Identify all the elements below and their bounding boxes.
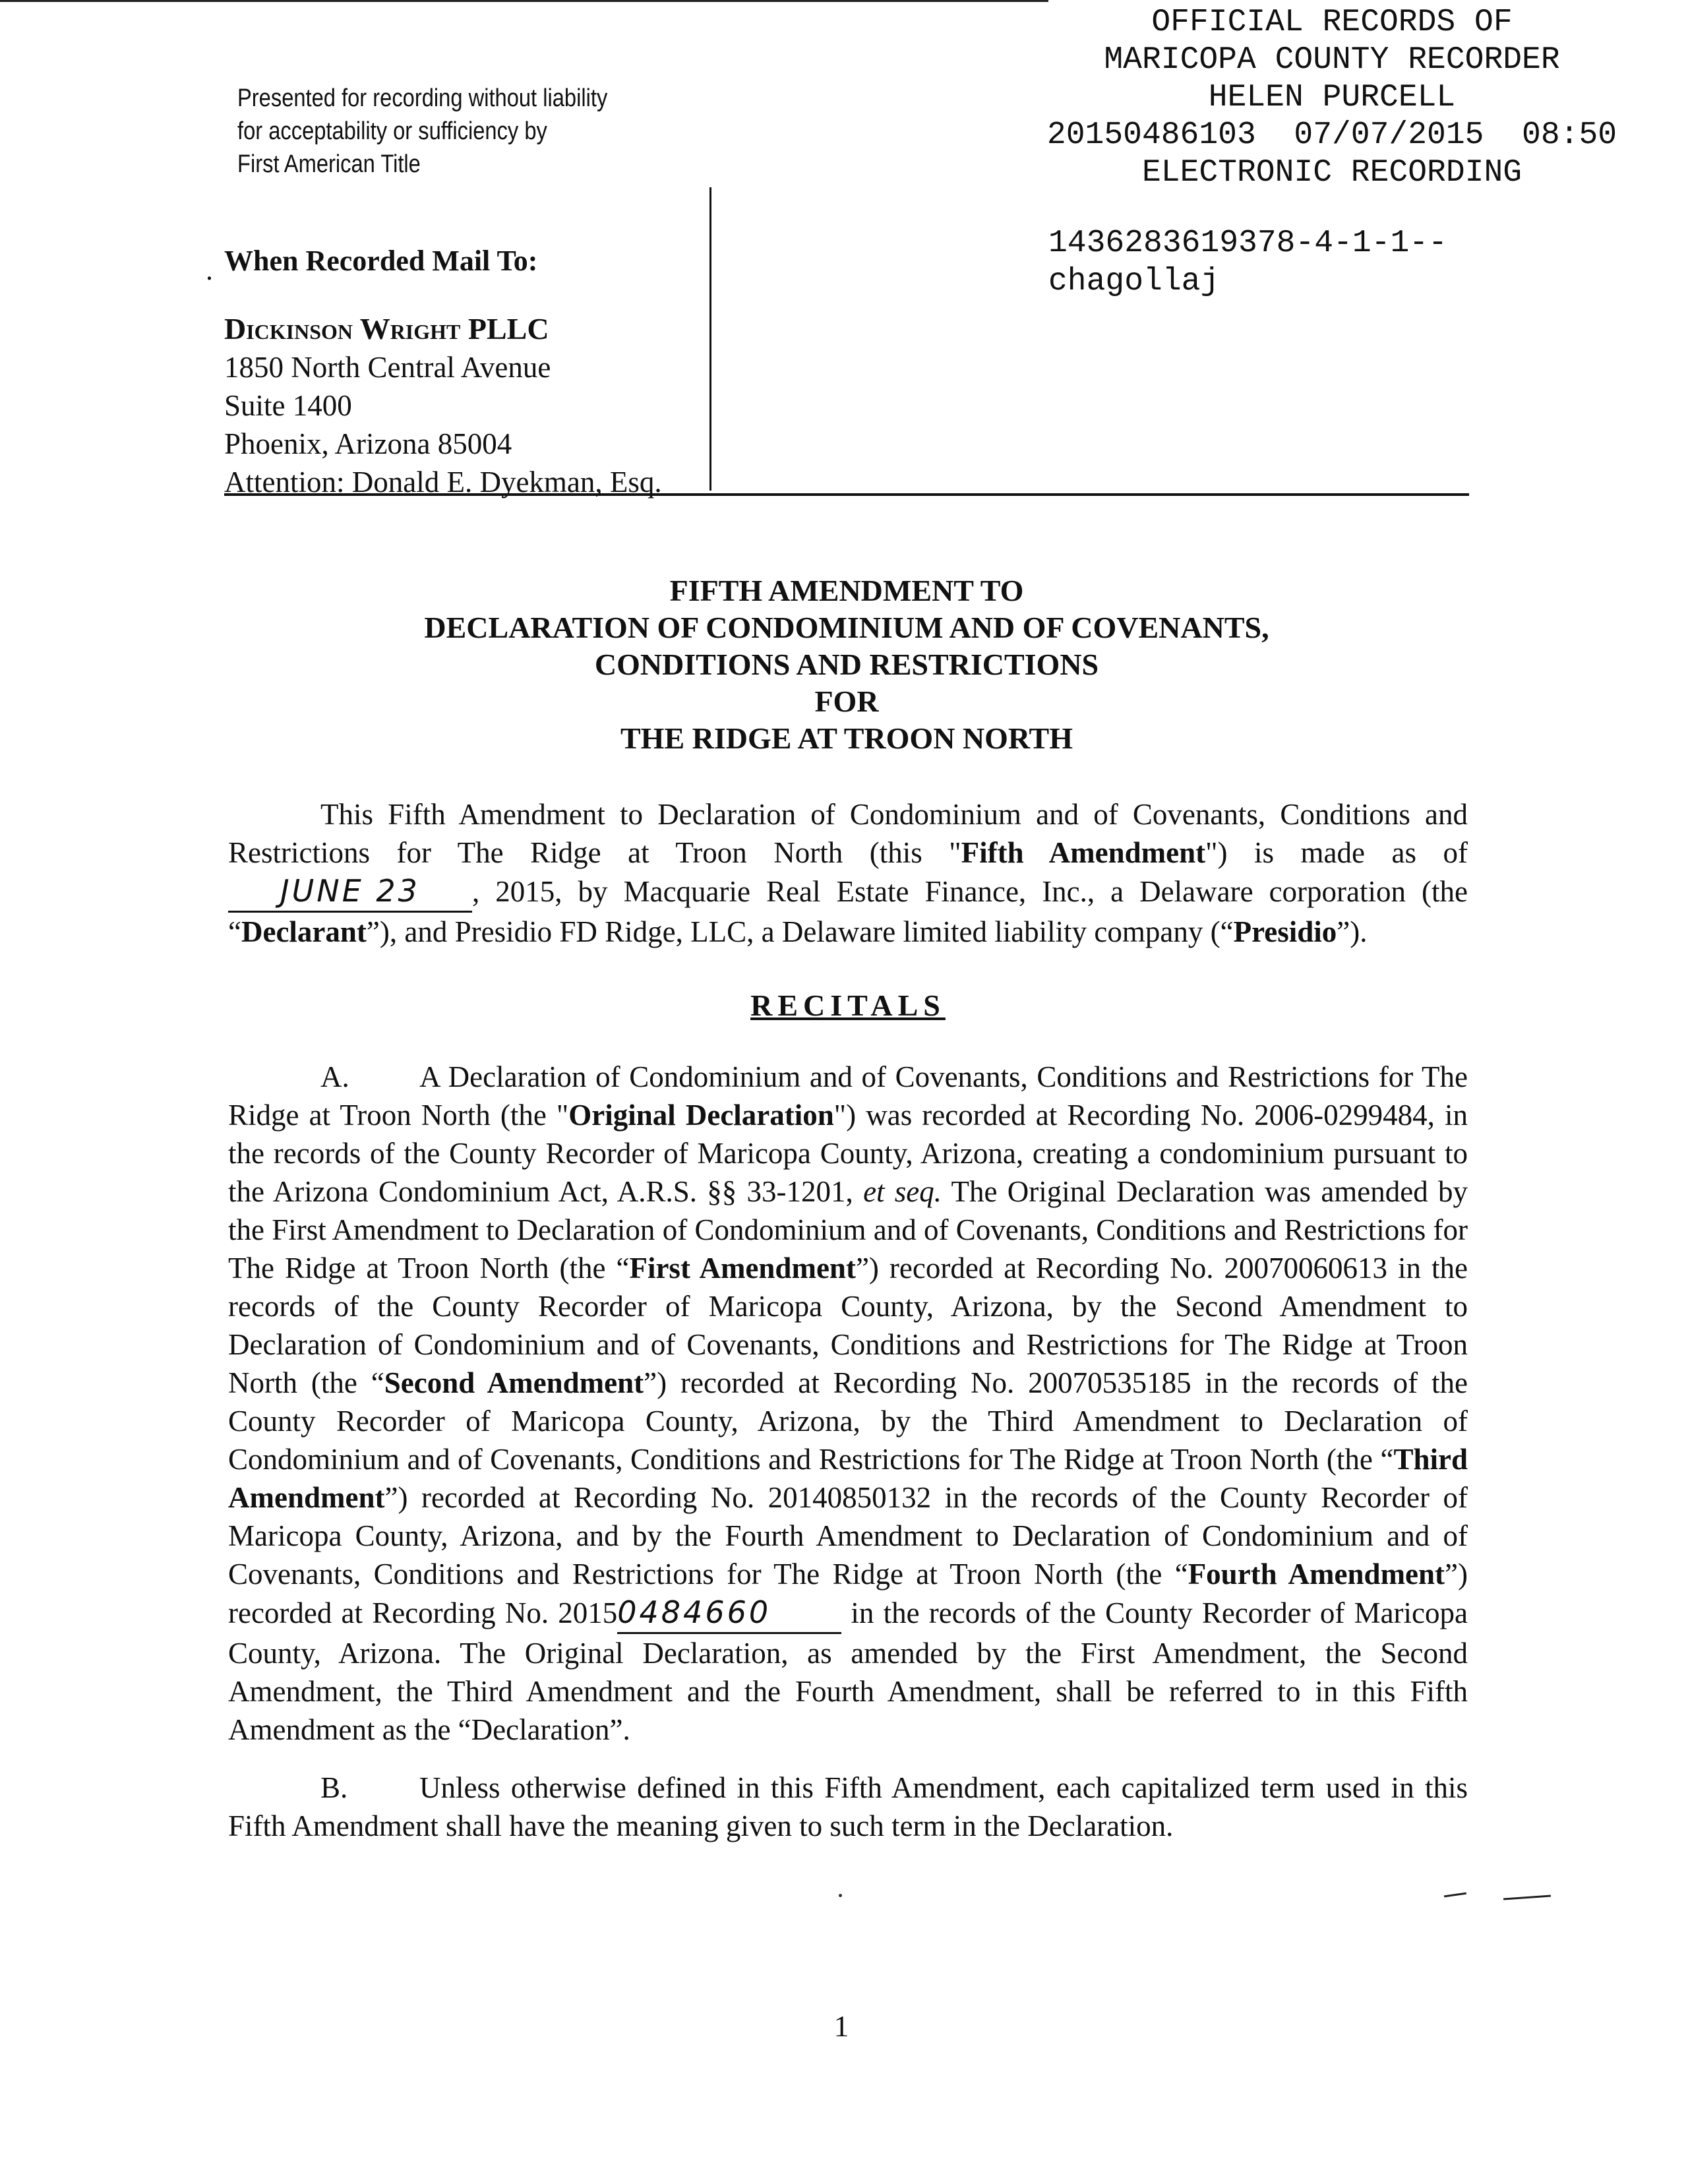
top-edge-rule (0, 0, 1048, 2)
recital-text: in the records of the County Recorder of Maricopa County, Arizona. The Original Declaration, as amended by the First Amendment, the Second Amendment, the Third Amendment and the Fourth Amendment, shall be referred to in this Fifth Amendment as the “Declaration”. (228, 1596, 1468, 1746)
recitals-heading-text: RECITALS (750, 988, 946, 1022)
defined-term: First Amendment (629, 1252, 856, 1285)
recital-text: ”) recorded at Recording No. 20070535185 in the records of the County Recorder of Maricopa County, Arizona, by the Third Amendment to Declaration of Condominium and of Covenants, Conditions and Restrictions for The Ridge at Troon North (the “ (228, 1366, 1468, 1476)
intro-text: This Fifth Amendment to Declaration of Condominium and of Covenants, Conditions and Restrictions for The Ridge at Troon North (this " (228, 798, 1468, 869)
recital-text: ”) recorded at Recording No. 20140850132 in the records of the County Recorder of Maricopa County, Arizona, and by the Fourth Amendment to Declaration of Condominium and of Covenants, Conditions and Restrictions for The Ridge at Troon North (the “ (228, 1481, 1468, 1591)
recital-b-paragraph (228, 1769, 1468, 1845)
document-id-block (1048, 224, 1447, 301)
handwritten-date-blank (228, 872, 472, 913)
stray-dot: . (206, 254, 213, 286)
intro-text: ”), and Presidio FD Ridge, LLC, a Delaware limited liability company (“ (366, 915, 1234, 948)
recitals-heading (228, 986, 1468, 1025)
recital-text: Unless otherwise defined in this Fifth Amendment, each capitalized term used in this Fifth Amendment shall have the meaning given to such term in the Declaration. (228, 1771, 1468, 1842)
recorder-line: OFFICIAL RECORDS OF (1151, 5, 1513, 40)
intro-text: , 2015, by Macquarie Real Estate Finance, Inc., a Delaware corporation (the “ (228, 875, 1468, 948)
handwritten-date: JUNE 23 (280, 873, 420, 909)
intro-text: ") is made as of (1205, 836, 1468, 869)
clerk-id: chagollaj (1048, 264, 1220, 299)
recital-text: ”) recorded at Recording No. 2015 (228, 1558, 1468, 1629)
stray-pen-mark (1503, 1895, 1551, 1900)
presented-for-recording-stamp (237, 82, 669, 181)
stray-dot (839, 1894, 842, 1897)
intro-paragraph (228, 795, 1468, 951)
title-line: THE RIDGE AT TROON NORTH (620, 721, 1073, 755)
recital-text: A Declaration of Condominium and of Covenants, Conditions and Restrictions for The Ridge at Troon North (the " (228, 1060, 1468, 1132)
defined-term: Third Amendment (228, 1443, 1468, 1514)
recital-text: The Original Declaration was amended by the First Amendment to Declaration of Condominium and of Covenants, Conditions and Restrictions for The Ridge at Troon North (the “ (228, 1175, 1468, 1285)
address-city: Phoenix, Arizona 85004 (224, 427, 512, 460)
defined-term: Second Amendment (384, 1366, 644, 1399)
mail-to-heading: When Recorded Mail To: (224, 245, 538, 277)
recital-a-paragraph (228, 1058, 1468, 1749)
official-records-stamp (1015, 4, 1648, 192)
handwritten-recording-number-blank (617, 1593, 841, 1634)
latin-term: et seq. (863, 1175, 942, 1208)
address-street: 1850 North Central Avenue (224, 351, 551, 384)
recital-text: ") was recorded at Recording No. 2006-0299484, in the records of the County Recorder of Maricopa County, Arizona, creating a condominium pursuant to the Arizona Condominium Act, A.R.S. §§ 33-1201, (228, 1099, 1468, 1208)
handwritten-recording-number: 0484660 (617, 1594, 771, 1630)
intro-text: ”). (1337, 915, 1368, 948)
presented-line: First American Title (237, 150, 421, 178)
presented-line: for acceptability or sufficiency by (237, 117, 547, 145)
title-line: CONDITIONS AND RESTRICTIONS (594, 648, 1099, 681)
recorder-line: MARICOPA COUNTY RECORDER (1104, 42, 1560, 78)
recorder-line: ELECTRONIC RECORDING (1141, 155, 1522, 191)
recording-number-date-time: 20150486103 07/07/2015 08:50 (1046, 117, 1617, 153)
document-title (224, 572, 1469, 757)
recital-label: B. (320, 1771, 348, 1804)
title-line: FOR (814, 684, 879, 718)
page-number: 1 (833, 2009, 849, 2043)
defined-term: Original Declaration (568, 1099, 834, 1132)
mail-to-address (224, 310, 712, 501)
recital-label: A. (320, 1060, 349, 1093)
recorder-line: HELEN PURCELL (1208, 80, 1456, 115)
presented-line: Presented for recording without liability (237, 84, 608, 112)
title-line: FIFTH AMENDMENT TO (669, 574, 1024, 607)
stray-pen-mark (1444, 1893, 1466, 1898)
address-attention: Attention: Donald E. Dyekman, Esq. (224, 466, 662, 499)
defined-term: Fourth Amendment (1188, 1558, 1445, 1591)
firm-name: Dickinson Wright PLLC (224, 312, 549, 346)
document-id: 1436283619378-4-1-1-- (1048, 226, 1447, 261)
recital-text: ”) recorded at Recording No. 20070060613 in the records of the County Recorder of Maricopa County, Arizona, by the Second Amendment to Declaration of Condominium and of Covenants, Conditions and Restrictions for The Ridge at Troon North (the “ (228, 1252, 1468, 1399)
defined-term: Presidio (1233, 915, 1337, 948)
title-line: DECLARATION OF CONDOMINIUM AND OF COVENANTS, (424, 611, 1269, 644)
defined-term: Declarant (241, 915, 367, 948)
address-suite: Suite 1400 (224, 389, 352, 422)
defined-term: Fifth Amendment (961, 836, 1206, 869)
